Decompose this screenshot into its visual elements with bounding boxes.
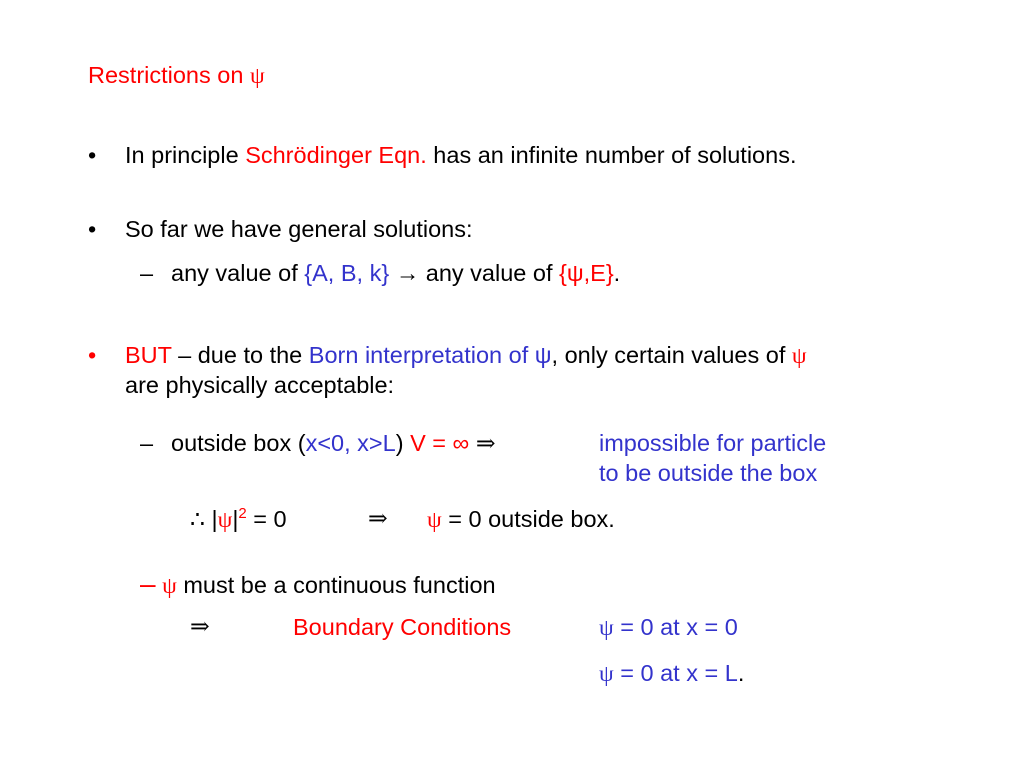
general-part-2: any value of (419, 260, 560, 286)
bc1-psi-symbol: ψ (599, 615, 614, 641)
implies-symbol-2: ⇒ (368, 506, 388, 532)
continuous-psi-symbol: ψ (162, 573, 177, 599)
abs-open: | (211, 506, 218, 532)
outside-box-result (427, 508, 615, 533)
outside-box-result-text: = 0 outside box. (441, 506, 615, 532)
boundary-conditions-label: Boundary Conditions (293, 614, 512, 640)
implies-symbol-1: ⇒ (475, 431, 496, 457)
set-abk: {A, B, k} (304, 260, 390, 286)
right-arrow-symbol: → (395, 261, 420, 287)
title-psi-symbol: ψ (249, 63, 265, 89)
bullet-marker-2: • (88, 216, 97, 242)
set-psi-e: {ψ,E} (559, 260, 614, 286)
therefore-psi-symbol: ψ (217, 507, 233, 533)
bc1-text: = 0 at x = 0 (613, 614, 738, 640)
abs-close: | (232, 506, 239, 532)
outside-box-line (171, 432, 496, 457)
title-text: Restrictions on (88, 62, 250, 88)
implies-symbol-3: ⇒ (190, 614, 210, 640)
bullet-1-text (125, 144, 796, 168)
sub-dash-1: – (140, 260, 154, 286)
slide-title (88, 64, 265, 89)
bullet-3-psi-symbol: ψ (791, 343, 807, 369)
bc2-psi-symbol: ψ (599, 661, 614, 687)
general-end: . (613, 260, 621, 286)
bullet-1-rest: has an infinite number of solutions. (426, 142, 797, 168)
sub-dash-3: – (140, 568, 156, 599)
therefore-line (190, 505, 287, 533)
but-lead: BUT (125, 342, 172, 368)
outside-close: ) (395, 430, 404, 456)
schrodinger-eqn-highlight: Schrödinger Eqn. (245, 142, 427, 168)
bullet-1-lead: In principle (125, 142, 246, 168)
potential-infinite: V = ∞ (410, 430, 470, 456)
born-interpretation: Born interpretation of ψ (308, 342, 552, 368)
bullet-3-line-2: are physically acceptable: (125, 372, 395, 398)
result-psi-symbol: ψ (427, 507, 442, 533)
bullet-2-text: So far we have general solutions: (125, 216, 473, 242)
squared-exponent: 2 (238, 505, 247, 522)
outside-condition: x<0, x>L (305, 430, 396, 456)
continuous-line (140, 570, 496, 599)
therefore-symbol: ∴ (190, 507, 205, 533)
outside-result-line-1: impossible for particle (599, 430, 827, 456)
bc2-end: . (737, 660, 745, 686)
bullet-3-part-2: , only certain values of (551, 342, 792, 368)
bullet-marker-1: • (88, 142, 97, 168)
bullet-3-part-1: – due to the (171, 342, 309, 368)
general-part-1: any value of (171, 260, 305, 286)
continuous-text: must be a continuous function (176, 572, 496, 598)
boundary-condition-2 (599, 662, 744, 687)
equals-zero: = 0 (246, 506, 287, 532)
outside-part-1: outside box ( (171, 430, 306, 456)
bullet-marker-3: • (88, 342, 97, 368)
general-solutions-line (171, 262, 620, 287)
bc2-text: = 0 at x = L (613, 660, 738, 686)
outside-result-line-2: to be outside the box (599, 460, 818, 486)
sub-dash-2: – (140, 430, 154, 456)
boundary-condition-1 (599, 616, 738, 641)
bullet-3-text (125, 344, 807, 369)
